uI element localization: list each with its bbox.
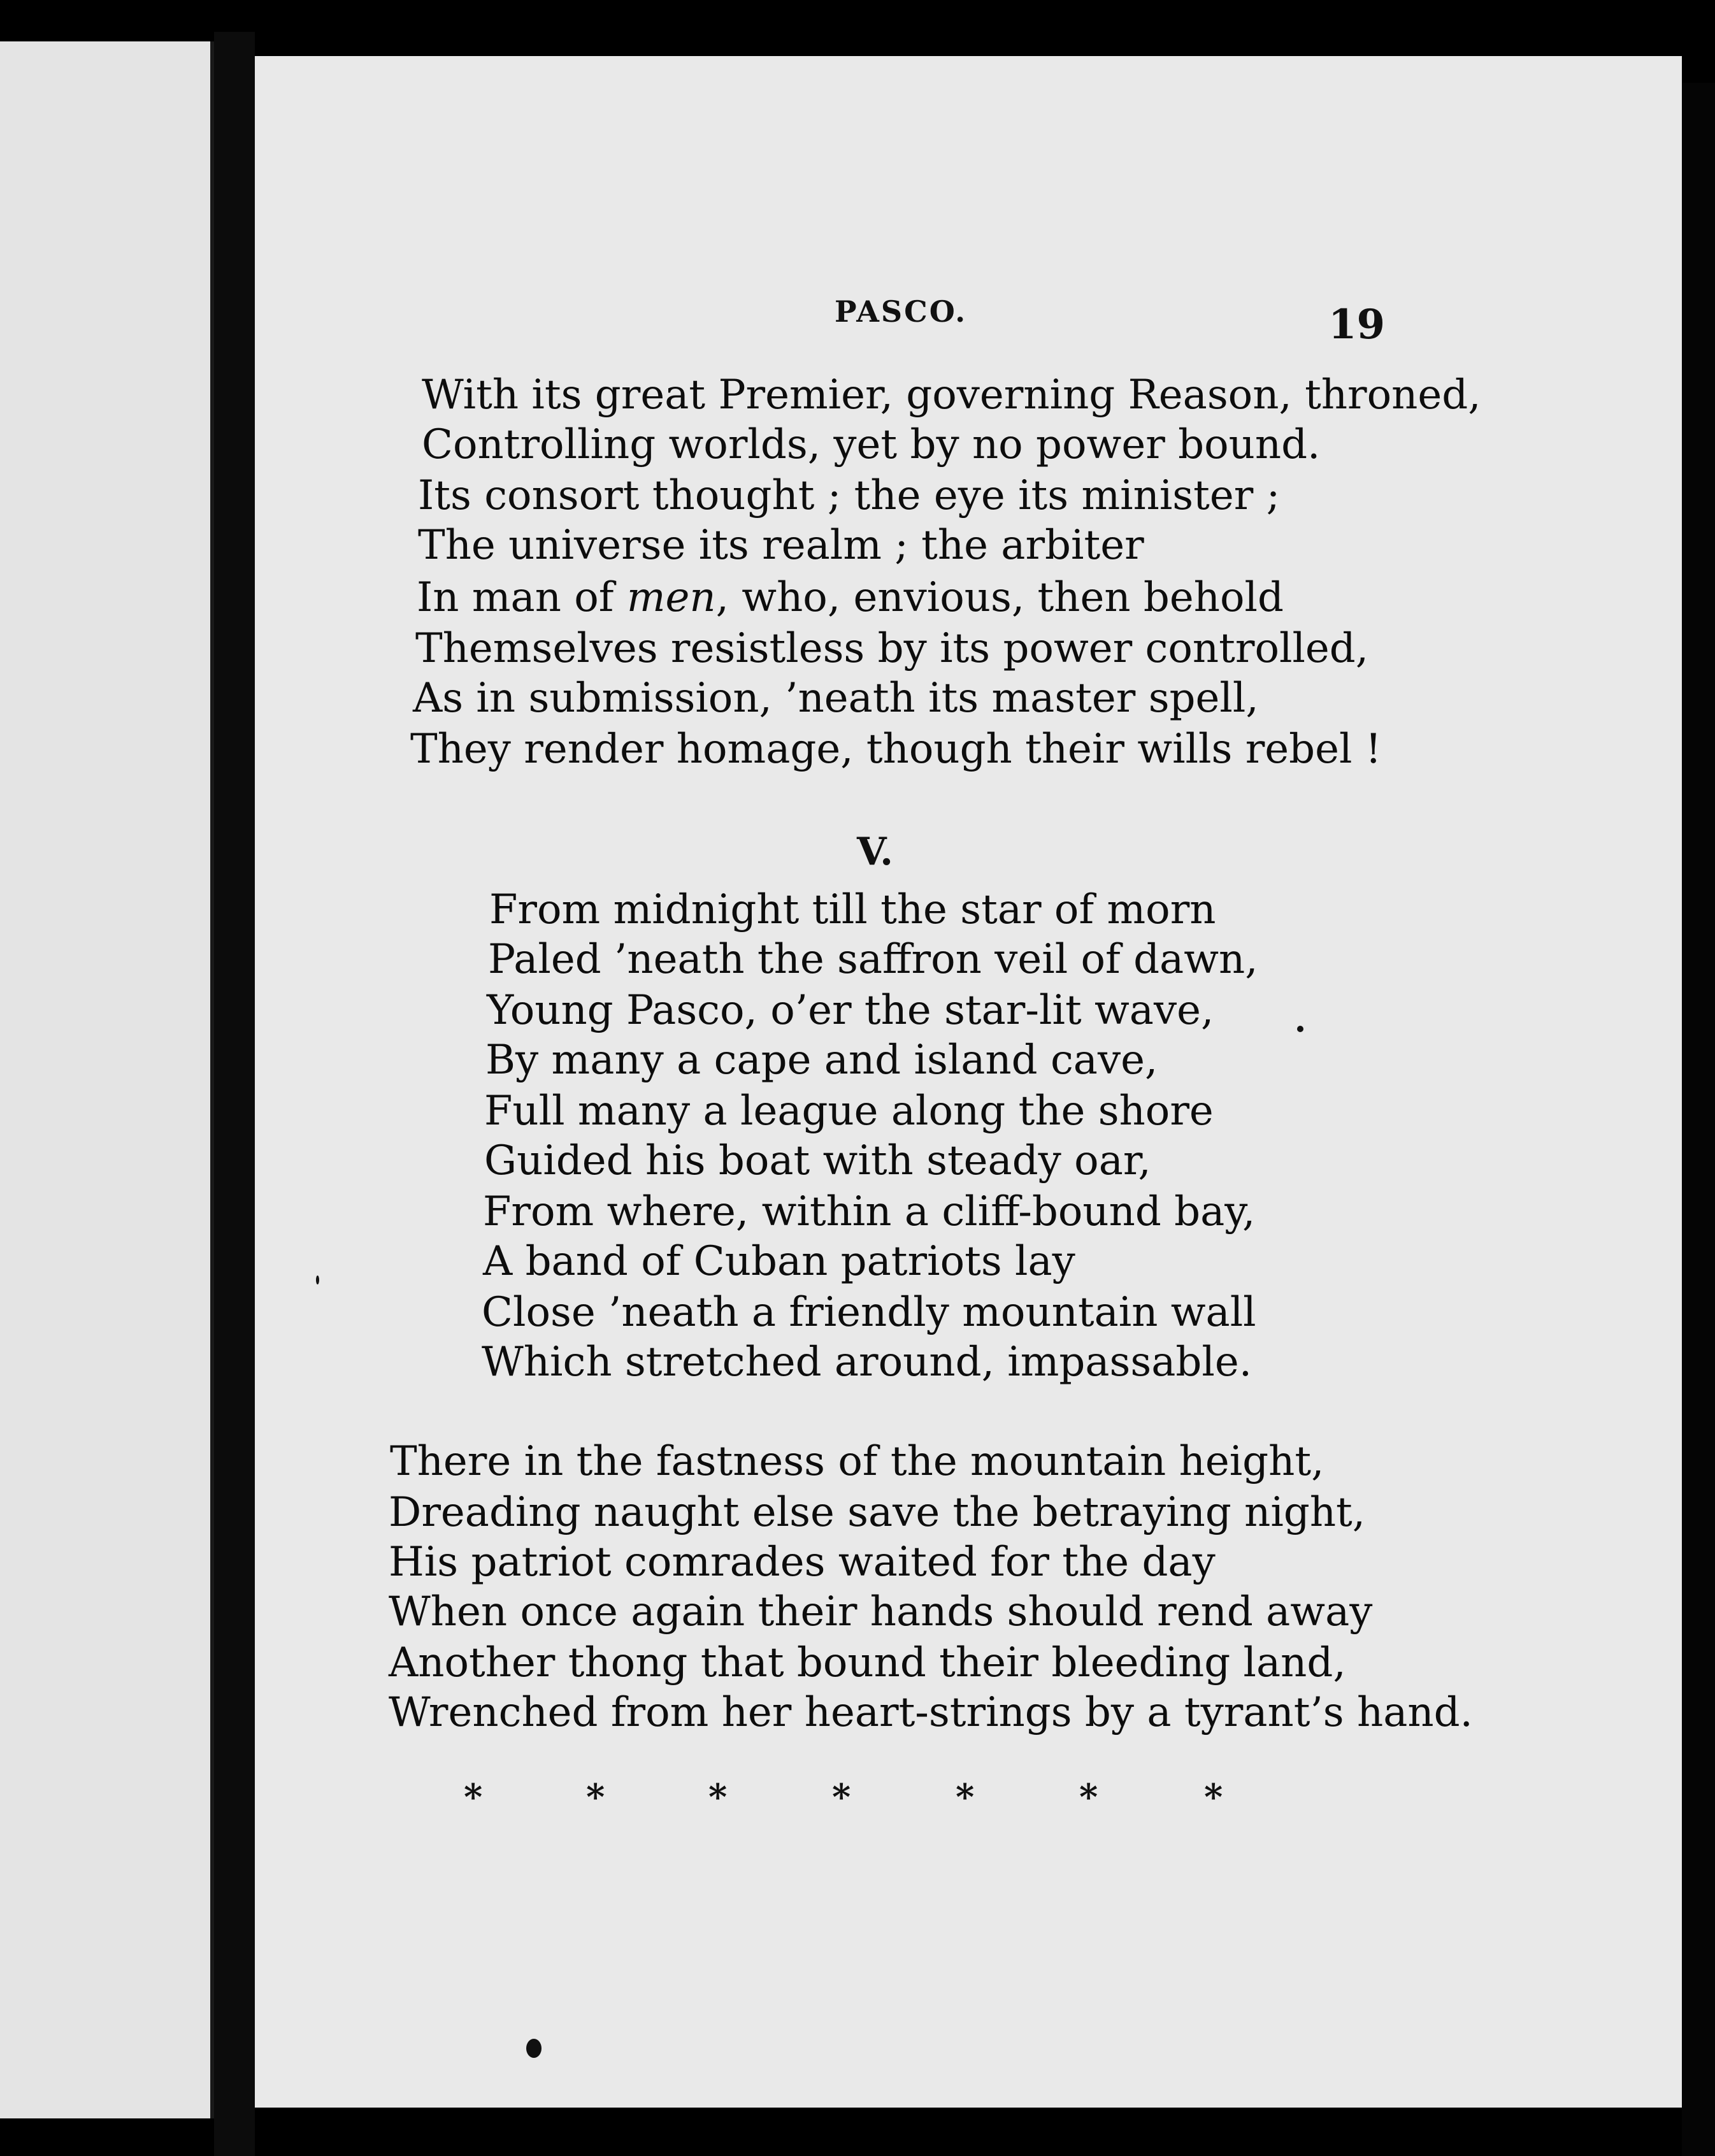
ornament-star: * <box>956 1776 975 1818</box>
poem-line: Guided his boat with steady oar, <box>484 1137 1151 1184</box>
poem-line: Its consort thought ; the eye its minister ; <box>418 472 1281 519</box>
poem-line: When once again their hands should rend away <box>389 1588 1373 1635</box>
poem-line: Dreading naught else save the betraying night, <box>389 1489 1366 1536</box>
ornament-star: * <box>1079 1776 1098 1818</box>
running-title: PASCO. <box>835 294 968 329</box>
poem-line: As in submission, ’neath its master spell, <box>413 675 1259 722</box>
poem-line: Themselves resistless by its power controlled, <box>415 625 1369 672</box>
poem-line: His patriot comrades waited for the day <box>389 1539 1216 1586</box>
poem-line: Young Pasco, o’er the star-lit wave, <box>487 987 1214 1034</box>
ink-speck <box>316 1276 319 1284</box>
page-shadow-edge <box>1682 83 1715 2156</box>
ornament-star: * <box>1204 1776 1223 1818</box>
ink-speck <box>1297 1026 1303 1032</box>
page-number: 19 <box>1328 301 1386 349</box>
poem-line: Which stretched around, impassable. <box>482 1339 1252 1386</box>
book-gutter <box>214 32 255 2156</box>
ink-speck <box>526 2039 542 2058</box>
poem-line: Close ’neath a friendly mountain wall <box>482 1289 1256 1336</box>
poem-line: With its great Premier, governing Reason, throned, <box>422 371 1481 419</box>
ornament-star: * <box>464 1776 483 1818</box>
poem-line: Wrenched from her heart-strings by a tyrant’s hand. <box>389 1689 1473 1736</box>
ornament-star: * <box>586 1776 605 1818</box>
poem-line: Another thong that bound their bleeding land, <box>389 1639 1346 1686</box>
ornament-star: * <box>708 1776 728 1818</box>
facing-page-edge <box>0 41 214 2118</box>
poem-line: By many a cape and island cave, <box>485 1037 1158 1084</box>
poem-line: From midnight till the star of morn <box>489 886 1216 933</box>
poem-line: The universe its realm ; the arbiter <box>418 522 1144 569</box>
poem-line: A band of Cuban patriots lay <box>483 1238 1075 1285</box>
poem-line: From where, within a cliff-bound bay, <box>483 1188 1256 1235</box>
poem-line: Paled ’neath the saffron veil of dawn, <box>488 936 1258 983</box>
poem-line: There in the fastness of the mountain height, <box>390 1438 1324 1485</box>
poem-line: They render homage, though their wills rebel ! <box>410 726 1382 773</box>
poem-line: Full many a league along the shore <box>484 1088 1214 1135</box>
ornament-star: * <box>832 1776 851 1818</box>
poem-line: In man of men, who, envious, then behold <box>417 574 1284 621</box>
section-number: V. <box>857 830 893 874</box>
poem-line: Controlling worlds, yet by no power bound. <box>422 421 1321 468</box>
